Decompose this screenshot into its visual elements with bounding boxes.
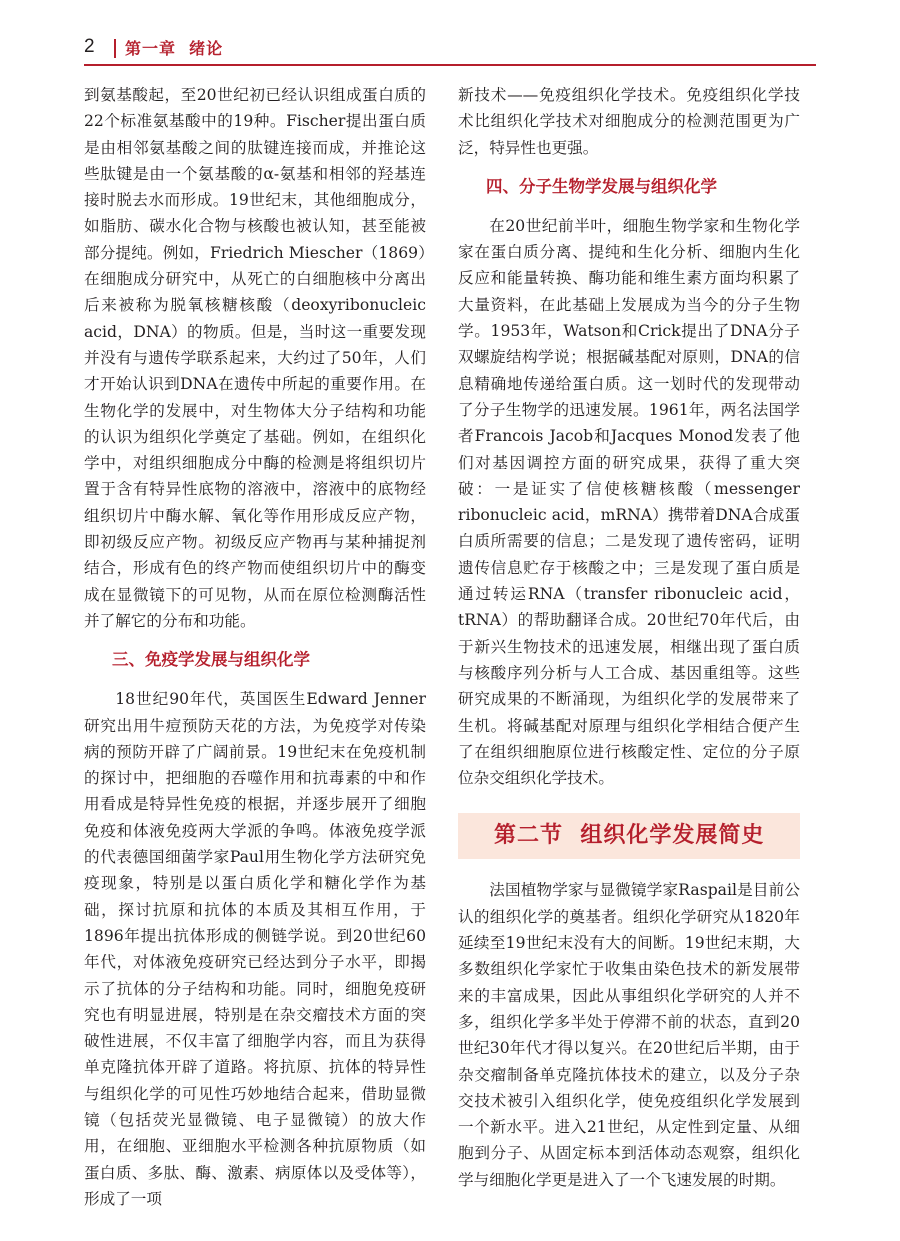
paragraph: 在20世纪前半叶，细胞生物学家和生物化学家在蛋白质分离、提纯和生化分析、细胞内生化反应和能量转换、酶功能和维生素方面均积累了大量资料，在此基础上发展成为当今的分子生物学。1953年，Watson和Crick提出了DNA分子双螺旋结构学说；根据碱基配对原则，DNA的信息精确地传递给蛋白质。这一划时代的发现带动了分子生物学的迅速发展。1961年，两名法国学者Francois Jacob和Jacques Monod发表了他们对基因调控方面的研究成果，获得了重大突破：一是证实了信使核糖核酸（messenger ribonucleic acid，mRNA）携带着DNA合成蛋白质所需要的信息；二是发现了遗传密码，证明遗传信息贮存于核酸之中；三是发现了蛋白质是通过转运RNA（transfer ribonucleic acid，tRNA）的帮助翻译合成。20世纪70年代后，由于新兴生物技术的迅速发展，相继出现了蛋白质与核酸序列分析与人工合成、基因重组等。这些研究成果的不断涌现，为组织化学的发展带来了生机。将碱基配对原理与组织化学相结合便产生了在组织细胞原位进行核酸定性、定位的分子原位杂交组织化学技术。 <box>458 216 800 788</box>
paragraph: 18世纪90年代，英国医生Edward Jenner研究出用牛痘预防天花的方法，为免疫学对传染病的预防开辟了广阔前景。19世纪末在免疫机制的探讨中，把细胞的吞噬作用和抗毒素的中和作用看成是特异性免疫的根据，并逐步展开了细胞免疫和体液免疫两大学派的争鸣。体液免疫学派的代表德国细菌学家Paul用生物化学方法研究免疫现象，特别是以蛋白质化学和糖化学作为基础，探讨抗原和抗体的本质及其相互作用，于1896年提出抗体形成的侧链学说。到20世纪60年代，对体液免疫研究已经达到分子水平，即揭示了抗体的分子结构和功能。同时，细胞免疫研究也有明显进展，特别是在杂交瘤技术方面的突破性进展，不仅丰富了细胞学内容，而且为获得单克隆抗体开辟了道路。将抗原、抗体的特异性与组织化学的可见性巧妙地结合起来，借助显微镜（包括荧光显微镜、电子显微镜）的放大作用，在细胞、亚细胞水平检测各种抗原物质（如蛋白质、多肽、酶、激素、病原体以及受体等），形成了一项 <box>84 690 426 1208</box>
section-heading-molecular-biology: 四、分子生物学发展与组织化学 <box>486 176 717 196</box>
header-divider <box>114 39 116 58</box>
page-header <box>84 36 816 60</box>
paragraph: 新技术——免疫组织化学技术。免疫组织化学技术比组织化学技术对细胞成分的检测范围更为广泛，特异性也更强。 <box>458 86 800 157</box>
header-rule <box>84 64 816 66</box>
page-number: 2 <box>84 36 95 57</box>
paragraph: 法国植物学家与显微镜学家Raspail是目前公认的组织化学的奠基者。组织化学研究从1820年延续至19世纪末没有大的间断。19世纪末期，大多数组织化学家忙于收集由染色技术的新发展带来的丰富成果，因此从事组织化学研究的人并不多，组织化学多半处于停滞不前的状态，直到20世纪30年代才得以复兴。在20世纪后半期，由于杂交瘤制备单克隆抗体技术的建立，以及分子杂交技术被引入组织化学，使免疫组织化学发展到一个新水平。进入21世纪，从定性到定量、从细胞到分子、从固定标本到活体动态观察，组织化学与细胞化学更是进入了一个飞速发展的时期。 <box>458 881 800 1189</box>
section-title-banner <box>458 813 800 859</box>
chapter-title: 第一章 绪论 <box>125 39 224 58</box>
section-title: 第二节 组织化学发展简史 <box>494 823 765 849</box>
left-column <box>84 82 426 1212</box>
paragraph: 到氨基酸起，至20世纪初已经认识组成蛋白质的22个标准氨基酸中的19种。Fischer提出蛋白质是由相邻氨基酸之间的肽键连接而成，并推论这些肽键是由一个氨基酸的α-氨基和相邻的羟基连接时脱去水而形成。19世纪末，其他细胞成分，如脂肪、碳水化合物与核酸也被认知，甚至能被部分提纯。例如，Friedrich Miescher（1869）在细胞成分研究中，从死亡的白细胞核中分离出后来被称为脱氧核糖核酸（deoxyribonucleic acid，DNA）的物质。但是，当时这一重要发现并没有与遗传学联系起来，大约过了50年，人们才开始认识到DNA在遗传中所起的重要作用。在生物化学的发展中，对生物体大分子结构和功能的认识为组织化学奠定了基础。例如，在组织化学中，对组织细胞成分中酶的检测是将组织切片置于含有特异性底物的溶液中，溶液中的底物经组织切片中酶水解、氧化等作用形成反应产物，即初级反应产物。初级反应产物再与某种捕捉剂结合，形成有色的终产物而使组织切片中的酶变成在显微镜下的可见物，从而在原位检测酶活性并了解它的分布和功能。 <box>84 86 426 630</box>
section-heading-immunology: 三、免疫学发展与组织化学 <box>112 650 310 670</box>
right-column <box>458 82 800 1193</box>
